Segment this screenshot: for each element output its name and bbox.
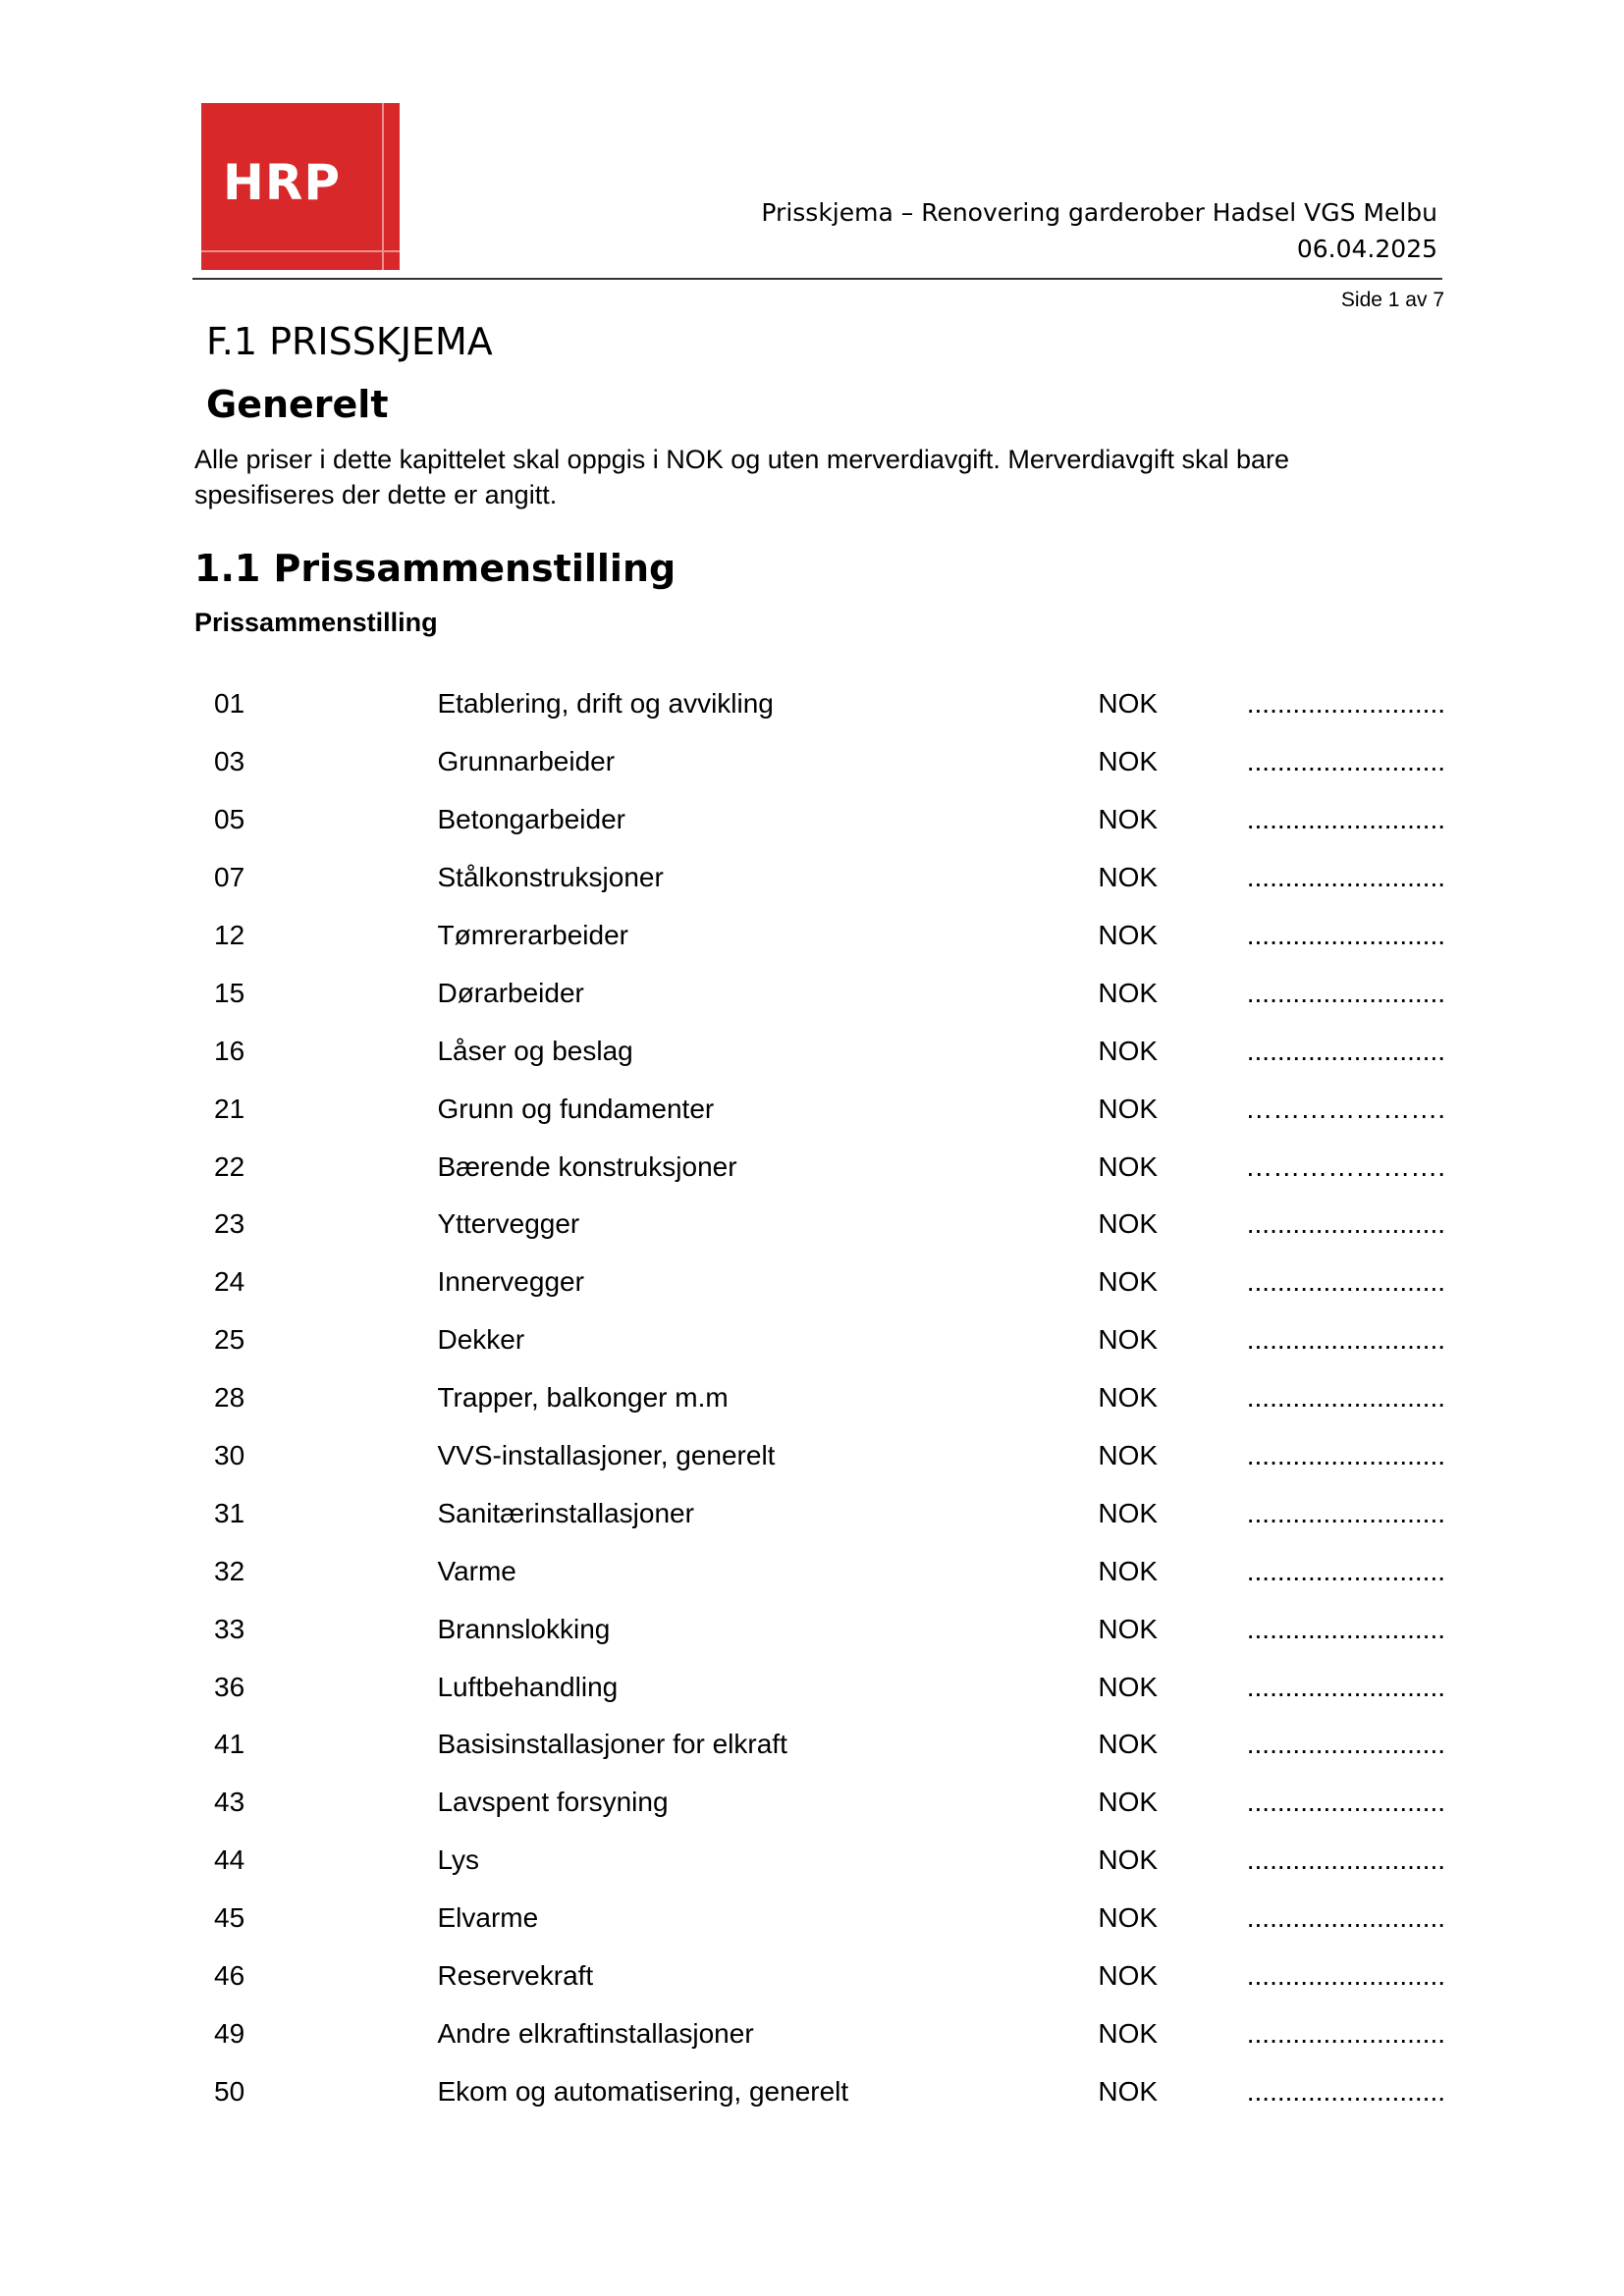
row-currency: NOK — [1098, 804, 1159, 835]
row-price-field[interactable]: .......................... — [1246, 746, 1445, 777]
logo-line-horizontal — [201, 250, 400, 252]
row-code: 15 — [214, 977, 245, 1008]
row-code: 23 — [214, 1208, 245, 1240]
row-code: 28 — [214, 1382, 245, 1414]
row-currency: NOK — [1098, 1613, 1159, 1644]
row-description: Dørarbeider — [437, 977, 584, 1008]
row-currency: NOK — [1098, 1844, 1159, 1876]
row-description: Innervegger — [437, 1266, 584, 1298]
document-date: 06.04.2025 — [1296, 235, 1437, 263]
row-description: Ekom og automatisering, generelt — [437, 2075, 849, 2107]
row-code: 44 — [214, 1844, 245, 1876]
table-row — [194, 907, 1451, 965]
table-row — [194, 1080, 1451, 1138]
row-price-field[interactable]: .......................... — [1246, 1844, 1445, 1876]
row-price-field[interactable]: .......................... — [1246, 1787, 1445, 1818]
row-currency: NOK — [1098, 1208, 1159, 1240]
table-row — [194, 733, 1451, 791]
table-row — [194, 1716, 1451, 1774]
row-code: 43 — [214, 1787, 245, 1818]
row-description: Varme — [437, 1555, 516, 1586]
row-currency: NOK — [1098, 1440, 1159, 1471]
table-row — [194, 1254, 1451, 1311]
row-description: Brannslokking — [437, 1613, 611, 1644]
row-price-field[interactable]: .......................... — [1246, 977, 1445, 1008]
row-code: 31 — [214, 1497, 245, 1528]
row-code: 05 — [214, 804, 245, 835]
row-description: Basisinstallasjoner for elkraft — [437, 1729, 787, 1760]
table-row — [194, 1484, 1451, 1542]
price-rows — [194, 675, 1451, 2120]
row-code: 01 — [214, 688, 245, 720]
row-price-field[interactable]: .......................... — [1246, 1440, 1445, 1471]
row-currency: NOK — [1098, 2075, 1159, 2107]
row-price-field[interactable]: …………………. — [1245, 1093, 1445, 1124]
row-code: 25 — [214, 1324, 245, 1356]
table-row — [194, 1774, 1451, 1832]
row-currency: NOK — [1098, 1671, 1159, 1702]
intro-paragraph: Alle priser i dette kapittelet skal oppgis i NOK og uten merverdiavgift. Merverdiavgift skal bare spesifiseres der dette er angitt. — [194, 445, 1290, 509]
table-row — [194, 1138, 1451, 1196]
row-code: 12 — [214, 920, 245, 950]
row-description: Betongarbeider — [437, 804, 625, 835]
row-price-field[interactable]: .......................... — [1246, 1902, 1445, 1934]
page-number: Side 1 av 7 — [1340, 289, 1444, 311]
row-price-field[interactable]: .......................... — [1246, 920, 1445, 950]
row-description: Elvarme — [437, 1902, 539, 1934]
table-subheading: Prissammenstilling — [194, 608, 438, 637]
row-price-field[interactable]: .......................... — [1246, 1555, 1445, 1586]
row-currency: NOK — [1098, 1324, 1159, 1356]
logo-line-vertical — [382, 103, 384, 270]
row-description: Tømrerarbeider — [437, 920, 628, 950]
row-price-field[interactable]: .......................... — [1246, 804, 1445, 835]
row-currency: NOK — [1098, 688, 1159, 720]
row-currency: NOK — [1098, 1497, 1159, 1528]
row-price-field[interactable]: .......................... — [1246, 1613, 1445, 1644]
row-currency: NOK — [1098, 1729, 1159, 1760]
row-currency: NOK — [1098, 862, 1159, 893]
row-description: Lys — [437, 1844, 480, 1876]
row-description: Grunnarbeider — [437, 746, 616, 777]
row-price-field[interactable]: .......................... — [1246, 1324, 1445, 1356]
row-currency: NOK — [1098, 2017, 1159, 2049]
row-currency: NOK — [1098, 1150, 1159, 1182]
table-row — [194, 1427, 1451, 1485]
row-description: Lavspent forsyning — [437, 1787, 669, 1818]
row-description: Luftbehandling — [437, 1671, 619, 1702]
table-row — [194, 1890, 1451, 1948]
table-row — [194, 849, 1451, 907]
row-code: 41 — [214, 1729, 245, 1760]
row-price-field[interactable]: …………………. — [1245, 1150, 1445, 1182]
row-code: 45 — [214, 1902, 245, 1934]
document-title: Prisskjema – Renovering garderober Hadsel VGS Melbu — [761, 198, 1437, 227]
row-code: 46 — [214, 1960, 245, 1992]
row-description: Trapper, balkonger m.m — [437, 1382, 729, 1414]
row-description: Stålkonstruksjoner — [437, 862, 664, 893]
row-description: VVS-installasjoner, generelt — [437, 1440, 776, 1471]
table-row — [194, 1832, 1451, 1890]
table-row — [194, 791, 1451, 849]
row-currency: NOK — [1098, 1035, 1159, 1066]
row-price-field[interactable]: .......................... — [1246, 1497, 1445, 1528]
row-code: 07 — [214, 862, 245, 893]
row-price-field[interactable]: .......................... — [1246, 862, 1445, 893]
row-code: 32 — [214, 1555, 245, 1586]
row-code: 36 — [214, 1671, 245, 1702]
row-currency: NOK — [1098, 746, 1159, 777]
row-code: 16 — [214, 1035, 245, 1066]
table-row — [194, 1600, 1451, 1658]
row-description: Låser og beslag — [437, 1035, 633, 1066]
row-code: 03 — [214, 746, 245, 777]
table-row — [194, 1022, 1451, 1080]
row-currency: NOK — [1098, 1555, 1159, 1586]
row-description: Bærende konstruksjoner — [437, 1150, 737, 1182]
row-price-field[interactable]: .......................... — [1246, 1035, 1445, 1066]
row-description: Sanitærinstallasjoner — [437, 1497, 694, 1528]
row-price-field[interactable]: .......................... — [1246, 1671, 1445, 1702]
row-description: Dekker — [437, 1324, 525, 1356]
row-price-field[interactable]: .......................... — [1246, 688, 1445, 720]
table-row — [194, 1948, 1451, 2005]
row-description: Grunn og fundamenter — [437, 1093, 715, 1124]
row-currency: NOK — [1098, 1382, 1159, 1414]
general-heading: Generelt — [206, 383, 389, 426]
header-divider — [192, 278, 1442, 280]
price-summary-table — [194, 675, 1451, 2120]
table-row — [194, 675, 1451, 733]
table-row — [194, 1542, 1451, 1600]
row-description: Etablering, drift og avvikling — [437, 688, 774, 720]
table-row — [194, 1369, 1451, 1427]
table-row — [194, 1311, 1451, 1369]
row-currency: NOK — [1098, 1093, 1159, 1124]
document-header — [761, 194, 1437, 267]
row-price-field[interactable]: .......................... — [1246, 2017, 1445, 2049]
chapter-title: F.1 PRISSKJEMA — [206, 320, 493, 363]
table-row — [194, 1658, 1451, 1716]
row-code: 21 — [214, 1093, 245, 1124]
row-currency: NOK — [1098, 1787, 1159, 1818]
row-currency: NOK — [1098, 1266, 1159, 1298]
row-currency: NOK — [1098, 920, 1159, 950]
row-description: Yttervegger — [437, 1208, 580, 1240]
table-row — [194, 964, 1451, 1022]
section-heading: 1.1 Prissammenstilling — [194, 547, 677, 590]
logo-text: HRP — [223, 154, 341, 211]
row-code: 24 — [214, 1266, 245, 1298]
table-row — [194, 2004, 1451, 2062]
row-price-field[interactable]: .......................... — [1246, 2075, 1445, 2107]
row-price-field[interactable]: .......................... — [1246, 1382, 1445, 1414]
row-code: 50 — [214, 2075, 245, 2107]
table-row — [194, 2062, 1451, 2120]
row-description: Reservekraft — [437, 1960, 594, 1992]
row-price-field[interactable]: .......................... — [1246, 1208, 1445, 1240]
row-price-field[interactable]: .......................... — [1246, 1729, 1445, 1760]
row-description: Andre elkraftinstallasjoner — [437, 2017, 754, 2049]
table-row — [194, 1196, 1451, 1254]
row-code: 22 — [214, 1150, 245, 1182]
row-currency: NOK — [1098, 1960, 1159, 1992]
row-code: 33 — [214, 1613, 245, 1644]
row-currency: NOK — [1098, 977, 1159, 1008]
hrp-logo — [201, 103, 400, 270]
row-currency: NOK — [1098, 1902, 1159, 1934]
row-code: 30 — [214, 1440, 245, 1471]
row-price-field[interactable]: .......................... — [1246, 1266, 1445, 1298]
row-price-field[interactable]: .......................... — [1246, 1960, 1445, 1992]
row-code: 49 — [214, 2017, 245, 2049]
